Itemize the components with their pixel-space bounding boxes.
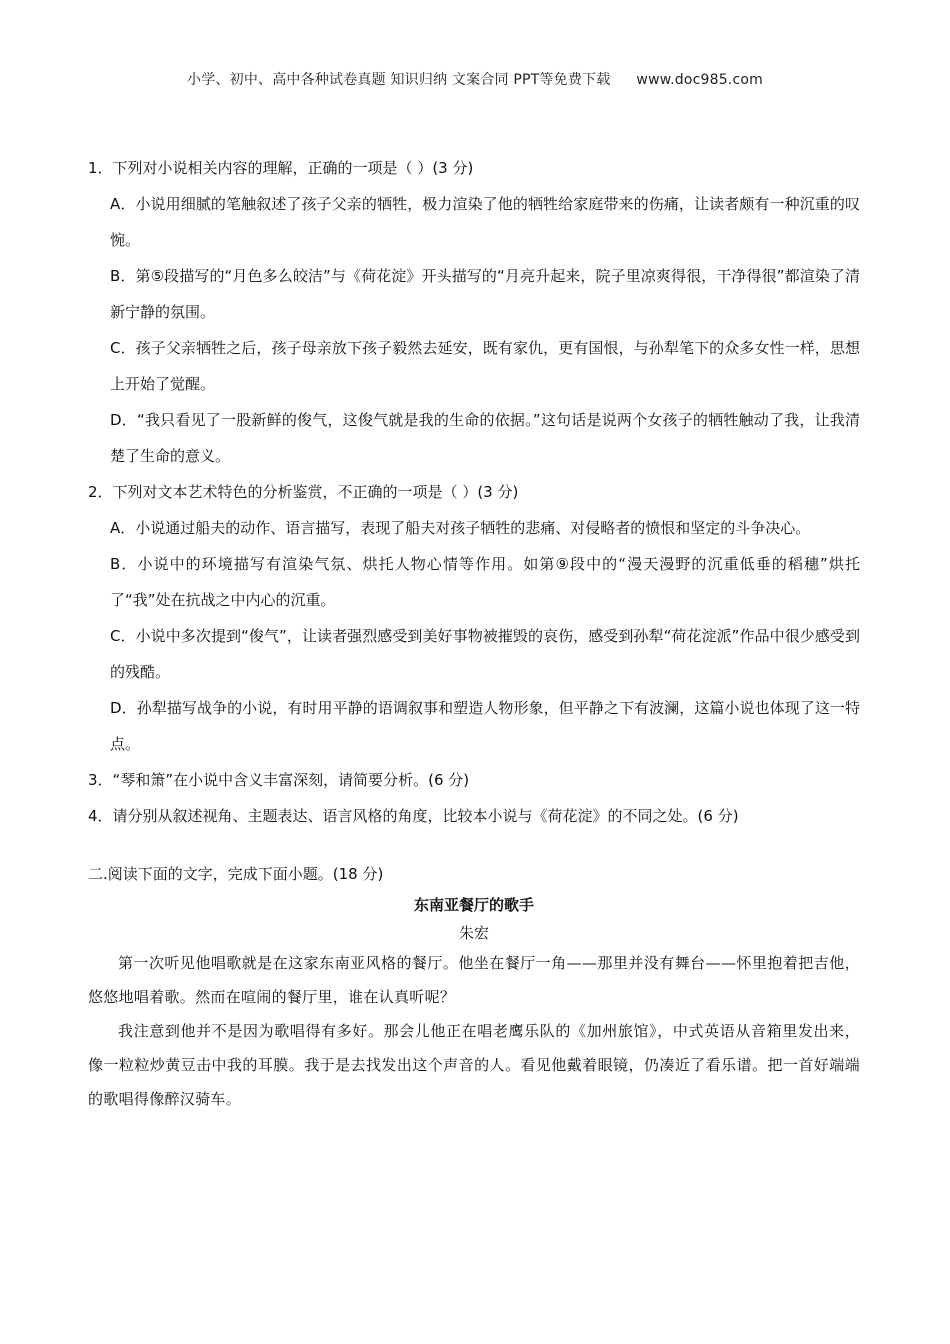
question-1-stem: 1．下列对小说相关内容的理解，正确的一项是（ ）(3 分) bbox=[88, 159, 474, 177]
document-body bbox=[88, 150, 860, 1116]
question-2-option-c: C．小说中多次提到“俊气”，让读者强烈感受到美好事物被摧毁的哀伤，感受到孙犁“荷花淀派”作品中很少感受到的残酷。 bbox=[110, 627, 860, 681]
article-author: 朱宏 bbox=[458, 924, 489, 942]
article-paragraph-2: 我注意到他并不是因为歌唱得有多好。那会儿他正在唱老鹰乐队的《加州旅馆》，中式英语从音箱里发出来，像一粒粒炒黄豆击中我的耳膜。我于是去找发出这个声音的人。看见他戴着眼镜，仍凑近了看乐谱。把一首好端端的歌唱得像醉汉骑车。 bbox=[88, 1022, 860, 1108]
header-site-link[interactable]: www.doc985.com bbox=[636, 72, 763, 88]
question-2-option-b: B．小说中的环境描写有渲染气氛、烘托人物心情等作用。如第⑨段中的“漫天漫野的沉重低垂的稻穗”烘托了“我”处在抗战之中内心的沉重。 bbox=[110, 555, 860, 609]
question-1-option-c: C．孩子父亲牺牲之后，孩子母亲放下孩子毅然去延安，既有家仇，更有国恨，与孙犁笔下的众多女性一样，思想上开始了觉醒。 bbox=[110, 339, 860, 393]
question-2-option-d: D．孙犁描写战争的小说，有时用平静的语调叙事和塑造人物形象，但平静之下有波澜，这篇小说也体现了这一特点。 bbox=[110, 699, 860, 753]
section-2-heading: 二.阅读下面的文字，完成下面小题。(18 分) bbox=[88, 865, 384, 883]
article-paragraph-1: 第一次听见他唱歌就是在这家东南亚风格的餐厅。他坐在餐厅一角——那里并没有舞台——怀里抱着把吉他，悠悠地唱着歌。然而在喧闹的餐厅里，谁在认真听呢？ bbox=[88, 954, 860, 1006]
question-1-option-b: B．第⑤段描写的“月色多么皎洁”与《荷花淀》开头描写的“月亮升起来，院子里凉爽得很，干净得很”都渲染了清新宁静的氛围。 bbox=[110, 267, 860, 321]
page-header bbox=[0, 69, 950, 89]
article-title: 东南亚餐厅的歌手 bbox=[413, 896, 534, 914]
header-text: 小学、初中、高中各种试卷真题 知识归纳 文案合同 PPT等免费下载 bbox=[187, 72, 611, 88]
question-4-stem: 4．请分别从叙述视角、主题表达、语言风格的角度，比较本小说与《荷花淀》的不同之处。(6 分) bbox=[88, 807, 739, 825]
question-3-stem: 3．“琴和箫”在小说中含义丰富深刻，请简要分析。(6 分) bbox=[88, 771, 470, 789]
question-1-option-a: A．小说用细腻的笔触叙述了孩子父亲的牺牲，极力渲染了他的牺牲给家庭带来的伤痛，让读者颇有一种沉重的叹惋。 bbox=[110, 195, 860, 249]
question-2-option-a: A．小说通过船夫的动作、语言描写，表现了船夫对孩子牺牲的悲痛、对侵略者的愤恨和坚定的斗争决心。 bbox=[110, 519, 811, 537]
question-2-stem: 2．下列对文本艺术特色的分析鉴赏，不正确的一项是（ ）(3 分) bbox=[88, 483, 519, 501]
question-1-option-d: D．“我只看见了一股新鲜的俊气，这俊气就是我的生命的依据。”这句话是说两个女孩子的牺牲触动了我，让我清楚了生命的意义。 bbox=[110, 411, 860, 465]
